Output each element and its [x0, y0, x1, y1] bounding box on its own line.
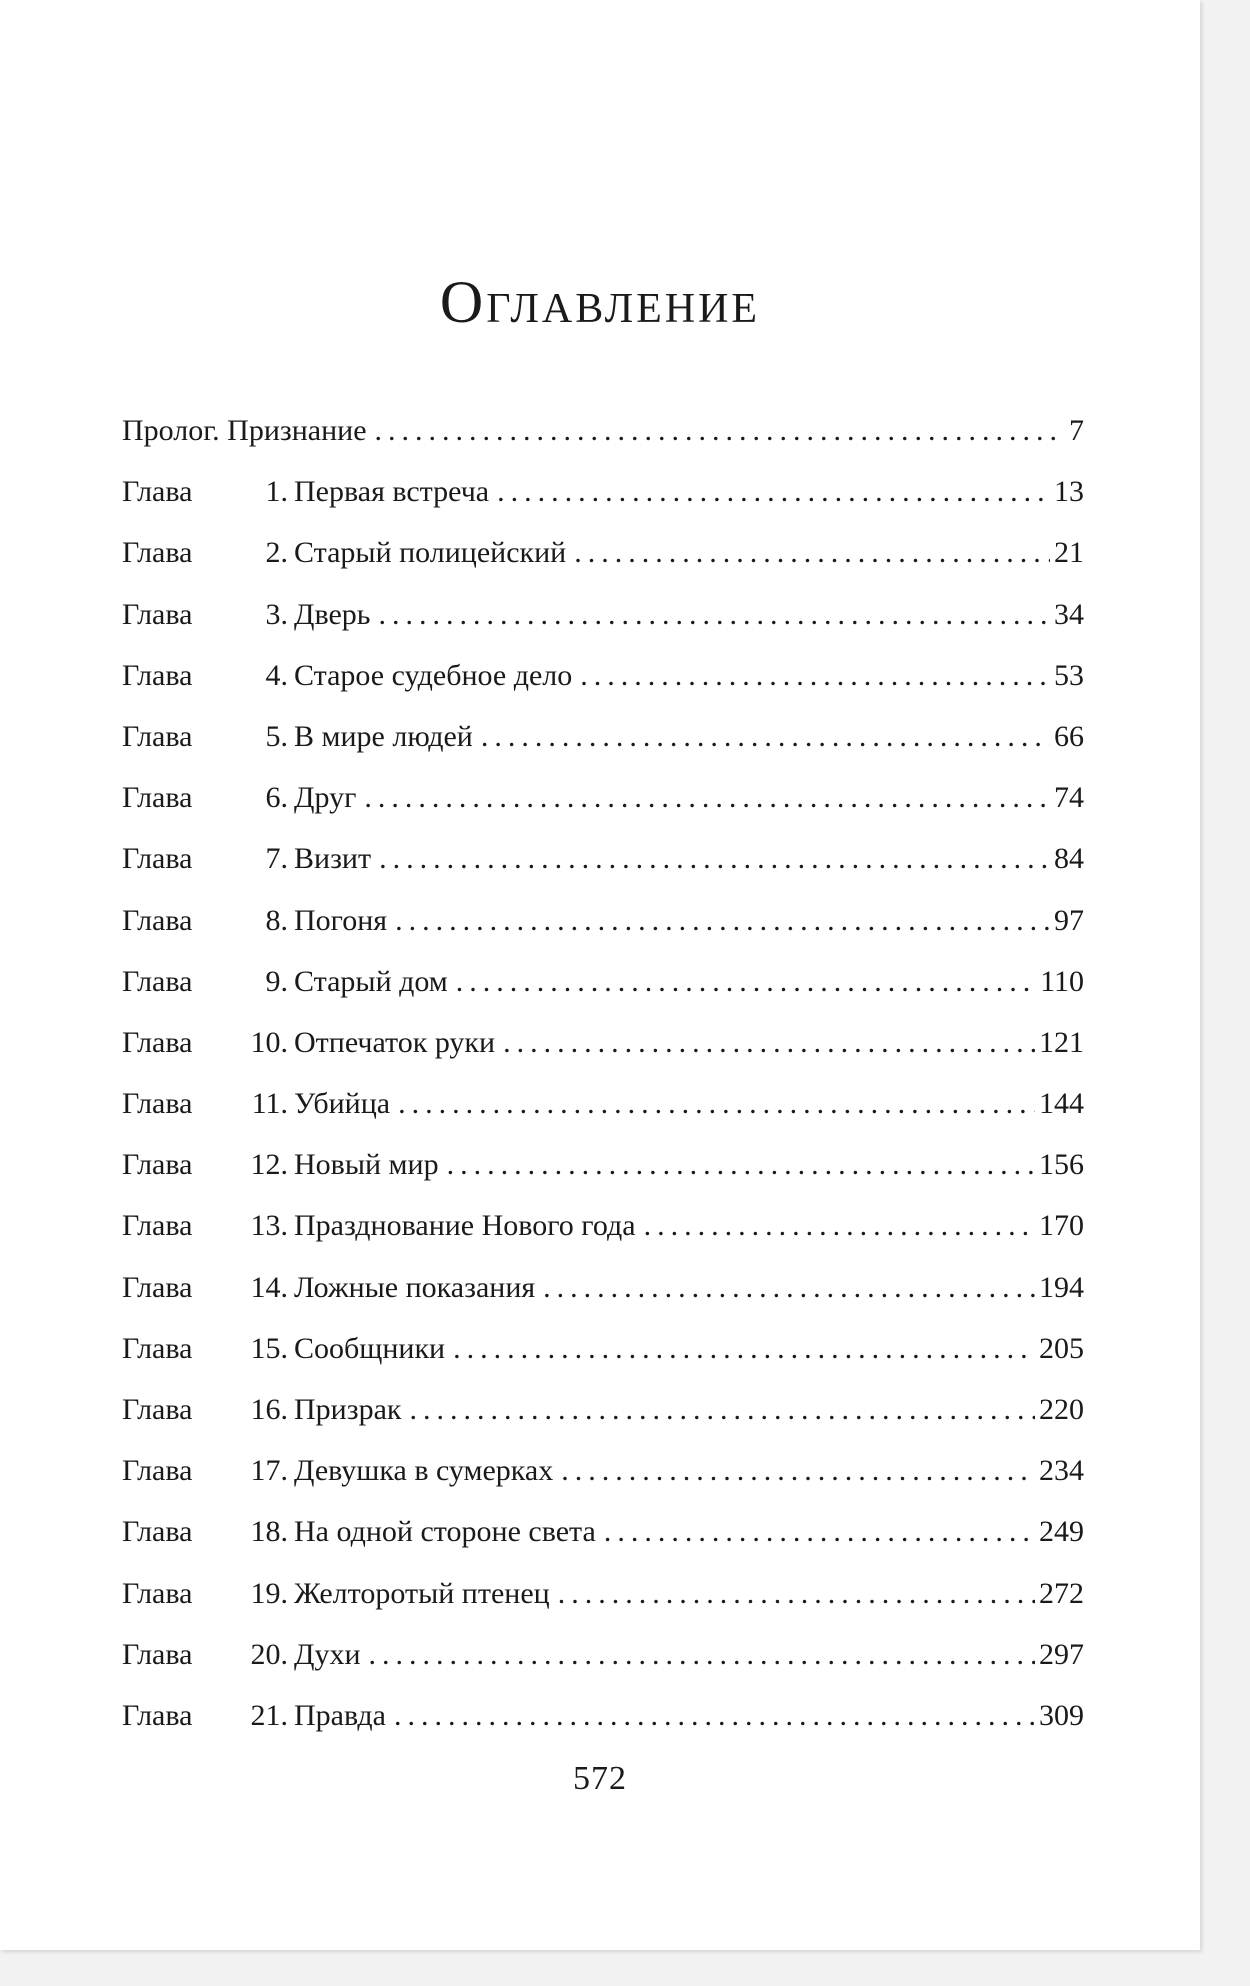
chapter-number: 7.	[265, 842, 288, 876]
toc-entry	[122, 584, 1084, 645]
entry-page-number: 309	[1039, 1698, 1084, 1732]
toc-entry	[122, 461, 1084, 522]
entry-page-number: 84	[1054, 842, 1084, 876]
chapter-title: Старый дом	[294, 964, 448, 998]
toc-entry	[122, 951, 1084, 1012]
toc-entry	[122, 1318, 1084, 1379]
chapter-title: Сообщники	[294, 1331, 446, 1365]
chapter-word: Глава	[122, 1331, 193, 1365]
chapter-word: Глава	[122, 1637, 193, 1671]
chapter-title: В мире людей	[294, 719, 473, 753]
chapter-word: Глава	[122, 1087, 193, 1121]
chapter-title: Ложные показания	[294, 1270, 536, 1304]
dot-leader	[394, 1685, 1035, 1746]
page-number-footer: 572	[573, 1760, 627, 1797]
chapter-title: Желторотый птенец	[294, 1576, 550, 1610]
entry-title: Пролог. Признание	[122, 414, 367, 447]
chapter-title: Правда	[294, 1698, 386, 1732]
chapter-number: 14.	[250, 1270, 288, 1304]
toc-entry	[122, 522, 1084, 583]
toc-entry	[122, 828, 1084, 889]
chapter-number: 19.	[250, 1576, 288, 1610]
toc-entry	[122, 1624, 1084, 1685]
entry-page-number: 234	[1039, 1454, 1084, 1488]
chapter-word: Глава	[122, 719, 193, 753]
entry-page-number: 297	[1039, 1637, 1084, 1671]
dot-leader	[409, 1379, 1035, 1440]
chapter-word: Глава	[122, 1209, 193, 1243]
dot-leader	[456, 951, 1036, 1012]
entry-page-number: 110	[1040, 964, 1084, 998]
page-title: Оглавление	[439, 269, 761, 335]
entry-page-number: 220	[1039, 1393, 1084, 1426]
toc-entry	[122, 1379, 1084, 1440]
toc-entry	[122, 1257, 1084, 1318]
entry-page-number: 66	[1054, 719, 1084, 753]
chapter-number: 13.	[250, 1209, 288, 1243]
chapter-number: 12.	[250, 1148, 288, 1182]
dot-leader	[580, 645, 1050, 706]
entry-page-number: 53	[1054, 658, 1084, 692]
chapter-title: Духи	[294, 1637, 361, 1671]
chapter-number: 11.	[251, 1087, 288, 1121]
chapter-number: 21.	[250, 1698, 288, 1732]
chapter-word: Глава	[122, 903, 193, 937]
dot-leader	[378, 584, 1050, 645]
chapter-word: Глава	[122, 1454, 193, 1488]
toc-entry	[122, 1440, 1084, 1501]
entry-page-number: 156	[1039, 1148, 1084, 1182]
dot-leader	[558, 1563, 1035, 1624]
toc-entry	[122, 890, 1084, 951]
chapter-word: Глава	[122, 1393, 193, 1426]
entry-page-number: 170	[1039, 1209, 1084, 1243]
toc-entry	[122, 1073, 1084, 1134]
chapter-number: 16.	[250, 1393, 288, 1426]
chapter-number: 4.	[265, 658, 288, 692]
dot-leader	[364, 767, 1050, 828]
chapter-word: Глава	[122, 842, 193, 876]
dot-leader	[561, 1440, 1035, 1501]
chapter-title: Друг	[294, 781, 357, 815]
chapter-number: 10.	[250, 1025, 288, 1059]
chapter-number: 9.	[265, 964, 288, 998]
chapter-word: Глава	[122, 536, 193, 570]
dot-leader	[481, 706, 1050, 767]
entry-page-number: 21	[1054, 536, 1084, 570]
chapter-number: 18.	[250, 1515, 288, 1549]
dot-leader	[644, 1195, 1035, 1256]
chapter-title: На одной стороне света	[294, 1515, 596, 1549]
entry-page-number: 205	[1039, 1331, 1084, 1365]
chapter-number: 15.	[250, 1331, 288, 1365]
dot-leader	[497, 461, 1050, 522]
dot-leader	[398, 1073, 1035, 1134]
toc-entry	[122, 767, 1084, 828]
toc-entry	[122, 706, 1084, 767]
chapter-number: 1.	[265, 475, 288, 509]
chapter-title: Первая встреча	[294, 475, 490, 509]
toc-entry	[122, 645, 1084, 706]
chapter-number: 2.	[265, 536, 288, 570]
chapter-word: Глава	[122, 597, 193, 631]
chapter-word: Глава	[122, 1698, 193, 1732]
chapter-title: Визит	[294, 842, 372, 876]
chapter-title: Отпечаток руки	[294, 1025, 496, 1059]
chapter-word: Глава	[122, 1270, 193, 1304]
chapter-title: Погоня	[294, 903, 388, 937]
chapter-word: Глава	[122, 1576, 193, 1610]
entry-page-number: 272	[1039, 1576, 1084, 1610]
chapter-title: Новый мир	[294, 1148, 439, 1182]
chapter-title: Призрак	[294, 1393, 402, 1426]
chapter-number: 17.	[250, 1454, 288, 1488]
toc-entry	[122, 1563, 1084, 1624]
entry-page-number: 97	[1054, 903, 1084, 937]
toc-entry	[122, 1685, 1084, 1746]
chapter-title: Убийца	[294, 1087, 391, 1121]
chapter-word: Глава	[122, 1515, 193, 1549]
dot-leader	[543, 1257, 1035, 1318]
chapter-number: 20.	[250, 1637, 288, 1671]
toc-entry	[122, 1012, 1084, 1073]
dot-leader	[447, 1134, 1035, 1195]
dot-leader	[379, 828, 1050, 889]
entry-page-number: 144	[1039, 1087, 1084, 1121]
dot-leader	[375, 400, 1065, 461]
chapter-word: Глава	[122, 1148, 193, 1182]
chapter-number: 6.	[265, 781, 288, 815]
chapter-word: Глава	[122, 658, 193, 692]
chapter-title: Старое судебное дело	[294, 658, 573, 692]
chapter-title: Девушка в сумерках	[294, 1454, 554, 1488]
dot-leader	[395, 890, 1050, 951]
toc-entry-prologue	[122, 400, 1084, 461]
dot-leader	[453, 1318, 1035, 1379]
chapter-title: Старый полицейский	[294, 536, 567, 570]
entry-page-number: 249	[1039, 1515, 1084, 1549]
dot-leader	[574, 522, 1050, 583]
table-of-contents	[122, 400, 1084, 1746]
entry-page-number: 74	[1054, 781, 1084, 815]
chapter-number: 5.	[265, 719, 288, 753]
dot-leader	[503, 1012, 1035, 1073]
toc-entry	[122, 1195, 1084, 1256]
chapter-title: Празднование Нового года	[294, 1209, 636, 1243]
chapter-word: Глава	[122, 475, 193, 509]
entry-page-number: 7	[1069, 414, 1084, 447]
dot-leader	[369, 1624, 1035, 1685]
toc-entry	[122, 1134, 1084, 1195]
chapter-word: Глава	[122, 1025, 193, 1059]
entry-page-number: 194	[1039, 1270, 1084, 1304]
entry-page-number: 34	[1054, 597, 1084, 631]
chapter-number: 8.	[265, 903, 288, 937]
dot-leader	[604, 1501, 1035, 1562]
chapter-word: Глава	[122, 781, 193, 815]
chapter-word: Глава	[122, 964, 193, 998]
entry-page-number: 13	[1054, 475, 1084, 509]
entry-page-number: 121	[1039, 1025, 1084, 1059]
chapter-number: 3.	[265, 597, 288, 631]
toc-entry	[122, 1501, 1084, 1562]
chapter-title: Дверь	[294, 597, 371, 631]
